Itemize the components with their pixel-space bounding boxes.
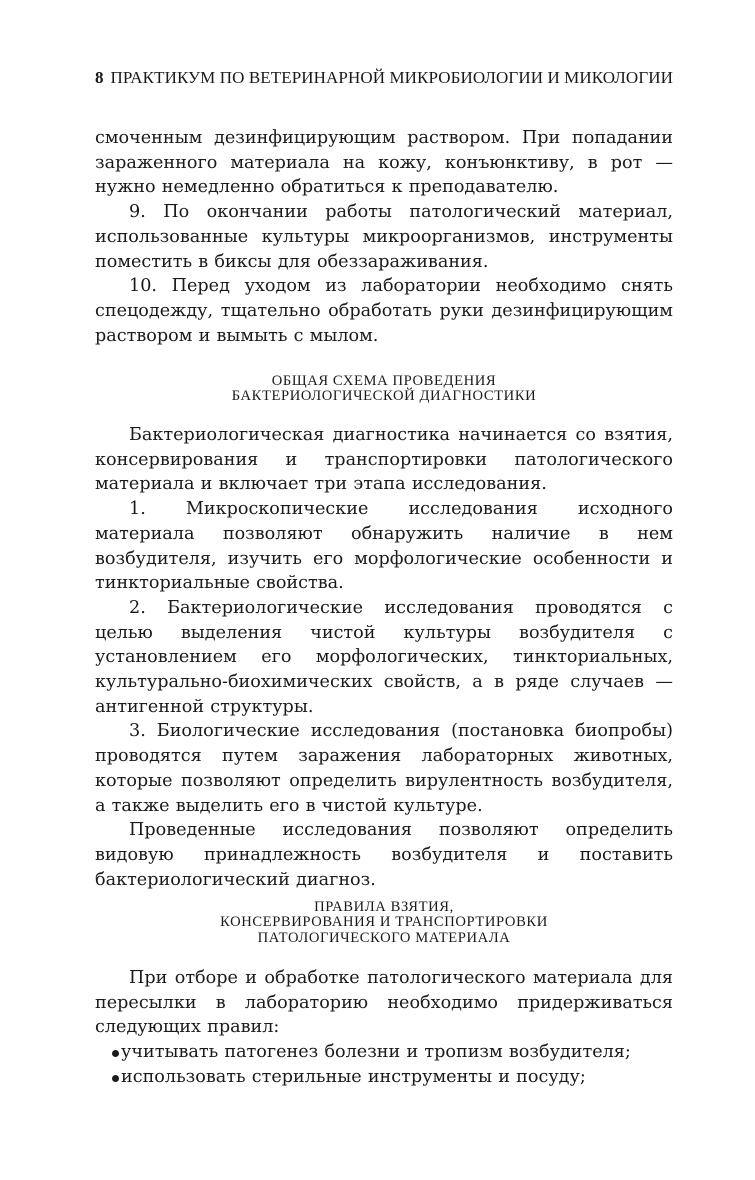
list-item [95, 1040, 673, 1065]
paragraph-sampling-intro: При отборе и обработке патологического материала для пересылки в лабораторию необходимо придерживаться следующих правил: [95, 968, 673, 1038]
list-item-text: использовать стерильные инструменты и посуду; [121, 1066, 586, 1087]
section-heading-sampling [95, 900, 673, 946]
paragraph-diagnostics-summary: Проведенные исследования позволяют определить видовую принадлежность возбудителя и поставить бактериологический диагноз. [95, 820, 673, 890]
running-title: ПРАКТИКУМ ПО ВЕТЕРИНАРНОЙ МИКРОБИОЛОГИИ И МИКОЛОГИИ [110, 68, 673, 87]
paragraph-stage-1: 1. Микроскопические исследования исходного материала позволяют обнаружить наличие в нем возбудителя, изучить его морфологические особенности и тинкториальные свойства. [95, 499, 673, 594]
section-heading-diagnostics [95, 374, 673, 405]
heading-line: ПРАВИЛА ВЗЯТИЯ, [314, 899, 454, 915]
intro-text-block [95, 126, 673, 348]
list-item-text: учитывать патогенез болезни и тропизм возбудителя; [121, 1042, 631, 1063]
list-item [95, 1065, 673, 1090]
heading-line: БАКТЕРИОЛОГИЧЕСКОЙ ДИАГНОСТИКИ [231, 388, 537, 405]
sampling-rules-list [95, 1040, 673, 1089]
running-head [95, 68, 673, 90]
diagnostics-text-block [95, 423, 673, 892]
sampling-text-block [95, 966, 673, 1090]
heading-line: ОБЩАЯ СХЕМА ПРОВЕДЕНИЯ [271, 373, 497, 389]
paragraph-diagnostics-intro: Бактериологическая диагностика начинается со взятия, консервирования и транспортировки патологического материала и включает три этапа исследования. [95, 425, 673, 495]
paragraph-stage-3: 3. Биологические исследования (постановка биопробы) проводятся путем заражения лабораторных животных, которые позволяют определить вирулентность возбудителя, а также выделить его в чистой культуре. [95, 721, 673, 816]
heading-line: ПАТОЛОГИЧЕСКОГО МАТЕРИАЛА [257, 929, 511, 946]
heading-line: КОНСЕРВИРОВАНИЯ И ТРАНСПОРТИРОВКИ [220, 914, 548, 931]
paragraph-stage-2: 2. Бактериологические исследования проводятся с целью выделения чистой культуры возбудителя с установлением его морфологических, тинкториальных, культурально-биохимических свойств, а в ряде случаев — антигенной структуры. [95, 597, 673, 717]
paragraph-rule-9: 9. По окончании работы патологический материал, использованные культуры микроорганизмов, инструменты поместить в биксы для обеззараживания. [95, 202, 673, 272]
paragraph-rule-10: 10. Перед уходом из лаборатории необходимо снять спецодежду, тщательно обработать руки дезинфицирующим раствором и вымыть с мылом. [95, 276, 673, 346]
page-number: 8 [95, 68, 104, 87]
paragraph-continuation: смоченным дезинфицирующим раствором. При попадании зараженного материала на кожу, конъюнктиву, в рот — нужно немедленно обратиться к преподавателю. [95, 128, 673, 198]
